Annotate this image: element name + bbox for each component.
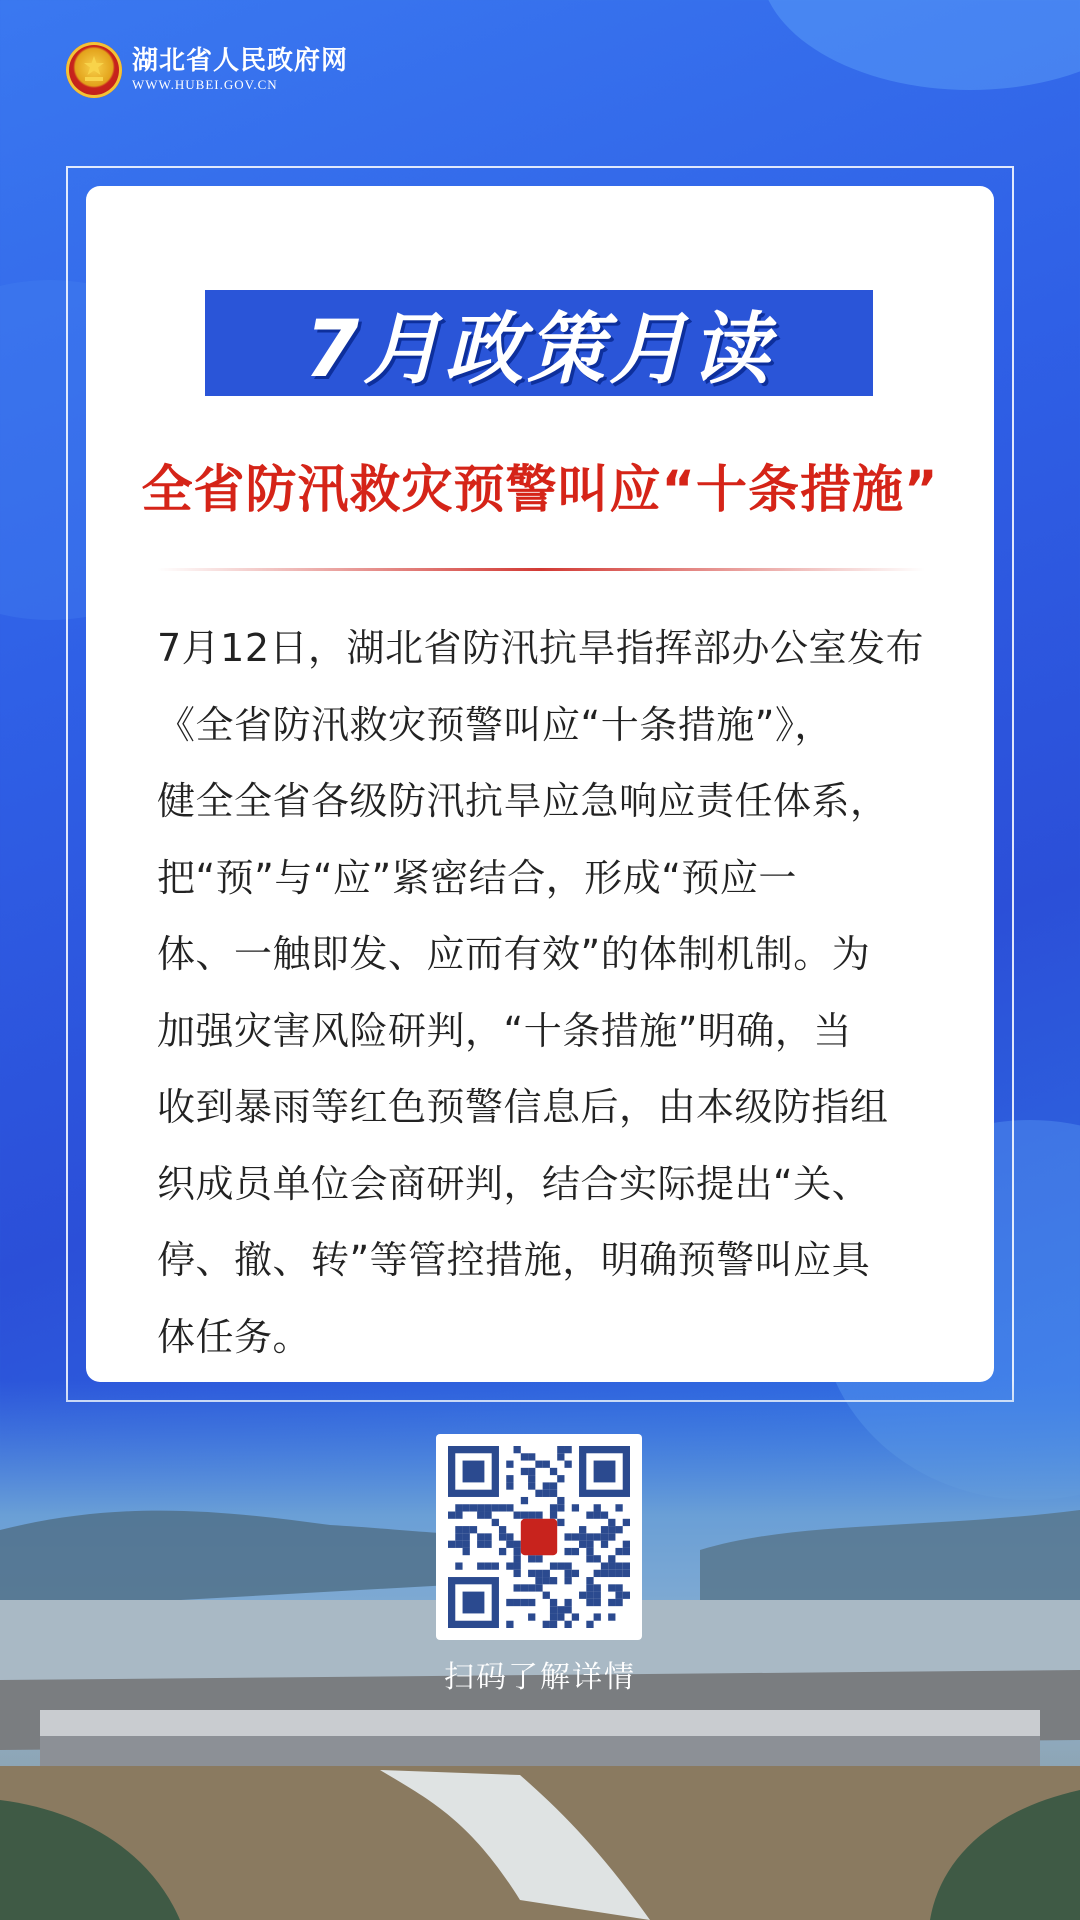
- body-line: 《全省防汛救灾预警叫应“十条措施”》，: [157, 702, 833, 747]
- decor-bubble-top: [760, 0, 1080, 90]
- divider: [157, 568, 925, 571]
- body-line: 体、一触即发、应而有效”的体制机制。为: [157, 932, 871, 976]
- body-line: 织成员单位会商研判，结合实际提出“关、: [157, 1161, 871, 1206]
- body-line: 停、撤、转”等管控措施，明确预警叫应具: [157, 1238, 871, 1282]
- body-line: 把“预”与“应”紧密结合，形成“预应一: [157, 855, 797, 900]
- body-line: 收到暴雨等红色预警信息后，由本级防指组: [157, 1085, 889, 1129]
- site-url: WWW.HUBEI.GOV.CN: [132, 77, 278, 92]
- qr-caption: 扫码了解详情: [444, 1660, 636, 1695]
- qr-code[interactable]: [436, 1434, 642, 1640]
- body-line: 加强灾害风险研判，“十条措施”明确，当: [157, 1008, 852, 1053]
- site-header[interactable]: [66, 42, 348, 98]
- badge-title: 7月政策月读: [304, 305, 774, 395]
- qr-pattern: [448, 1446, 630, 1628]
- page-subtitle: 全省防汛救灾预警叫应“十条措施”: [141, 461, 939, 520]
- title-badge: [205, 290, 873, 396]
- site-name: 湖北省人民政府网: [132, 46, 349, 76]
- national-emblem-icon: [66, 42, 122, 98]
- body-line: 体任务。: [157, 1314, 312, 1359]
- body-line: 健全全省各级防汛抗旱应急响应责任体系，: [157, 779, 889, 823]
- article-body: [157, 610, 957, 1375]
- body-line: 7月12日，湖北省防汛抗旱指挥部办公室发布: [157, 626, 925, 670]
